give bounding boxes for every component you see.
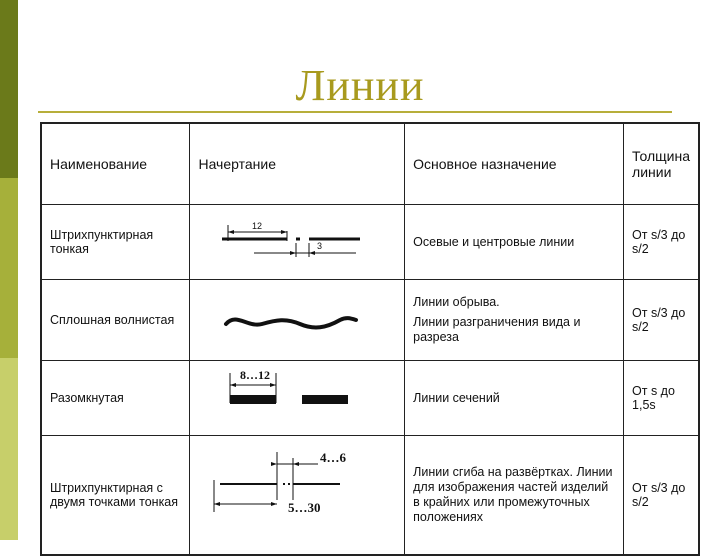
dash-dot-line-sample xyxy=(190,209,388,275)
table-row xyxy=(41,280,699,361)
purpose-line: Линии сечений xyxy=(413,390,500,405)
wavy-line-sample xyxy=(190,284,388,356)
accent-bar-mid xyxy=(0,178,18,358)
table-header-row xyxy=(41,123,699,205)
table-row xyxy=(41,205,699,280)
table-row xyxy=(41,436,699,556)
row-purpose xyxy=(405,205,624,280)
row-drawing xyxy=(190,361,405,436)
purpose-line: Линии обрыва. xyxy=(413,295,500,309)
row-thickness: От s/3 до s/2 xyxy=(624,205,699,280)
dim-label: 4…6 xyxy=(320,450,347,465)
header-name: Наименование xyxy=(41,123,190,205)
row-thickness: От s до 1,5s xyxy=(624,361,699,436)
row-purpose xyxy=(405,436,624,556)
purpose-line: Осевые и центровые линии xyxy=(413,234,575,249)
dim-label: 12 xyxy=(252,221,263,231)
purpose-line: Линии разграничения вида и разреза xyxy=(413,315,581,344)
dim-label: 5…30 xyxy=(288,500,321,515)
double-dash-dot-line-sample xyxy=(190,440,388,550)
header-thickness: Толщина линии xyxy=(624,123,699,205)
header-purpose: Основное назначение xyxy=(405,123,624,205)
row-thickness: От s/3 до s/2 xyxy=(624,280,699,361)
header-drawing: Начертание xyxy=(190,123,405,205)
row-name: Сплошная волнистая xyxy=(41,280,190,361)
row-drawing xyxy=(190,436,405,556)
row-name: Штрихпунктирная тонкая xyxy=(41,205,190,280)
row-purpose xyxy=(405,280,624,361)
row-thickness: От s/3 до s/2 xyxy=(624,436,699,556)
open-line-sample xyxy=(190,365,388,431)
accent-bar-light xyxy=(0,358,18,540)
table-row xyxy=(41,361,699,436)
dim-label: 8…12 xyxy=(240,368,271,382)
row-drawing xyxy=(190,280,405,361)
title-underline xyxy=(38,111,672,113)
dim-label: 3 xyxy=(317,241,323,251)
row-purpose xyxy=(405,361,624,436)
lines-table xyxy=(40,122,700,556)
slide-title: Линии xyxy=(295,61,425,110)
row-name: Штрихпунктирная с двумя точками тонкая xyxy=(41,436,190,556)
row-name: Разомкнутая xyxy=(41,361,190,436)
purpose-line: Линии сгиба на развёртках. Линии для изображения частей изделий в крайних или промежуточных положениях xyxy=(413,465,613,524)
row-drawing xyxy=(190,205,405,280)
